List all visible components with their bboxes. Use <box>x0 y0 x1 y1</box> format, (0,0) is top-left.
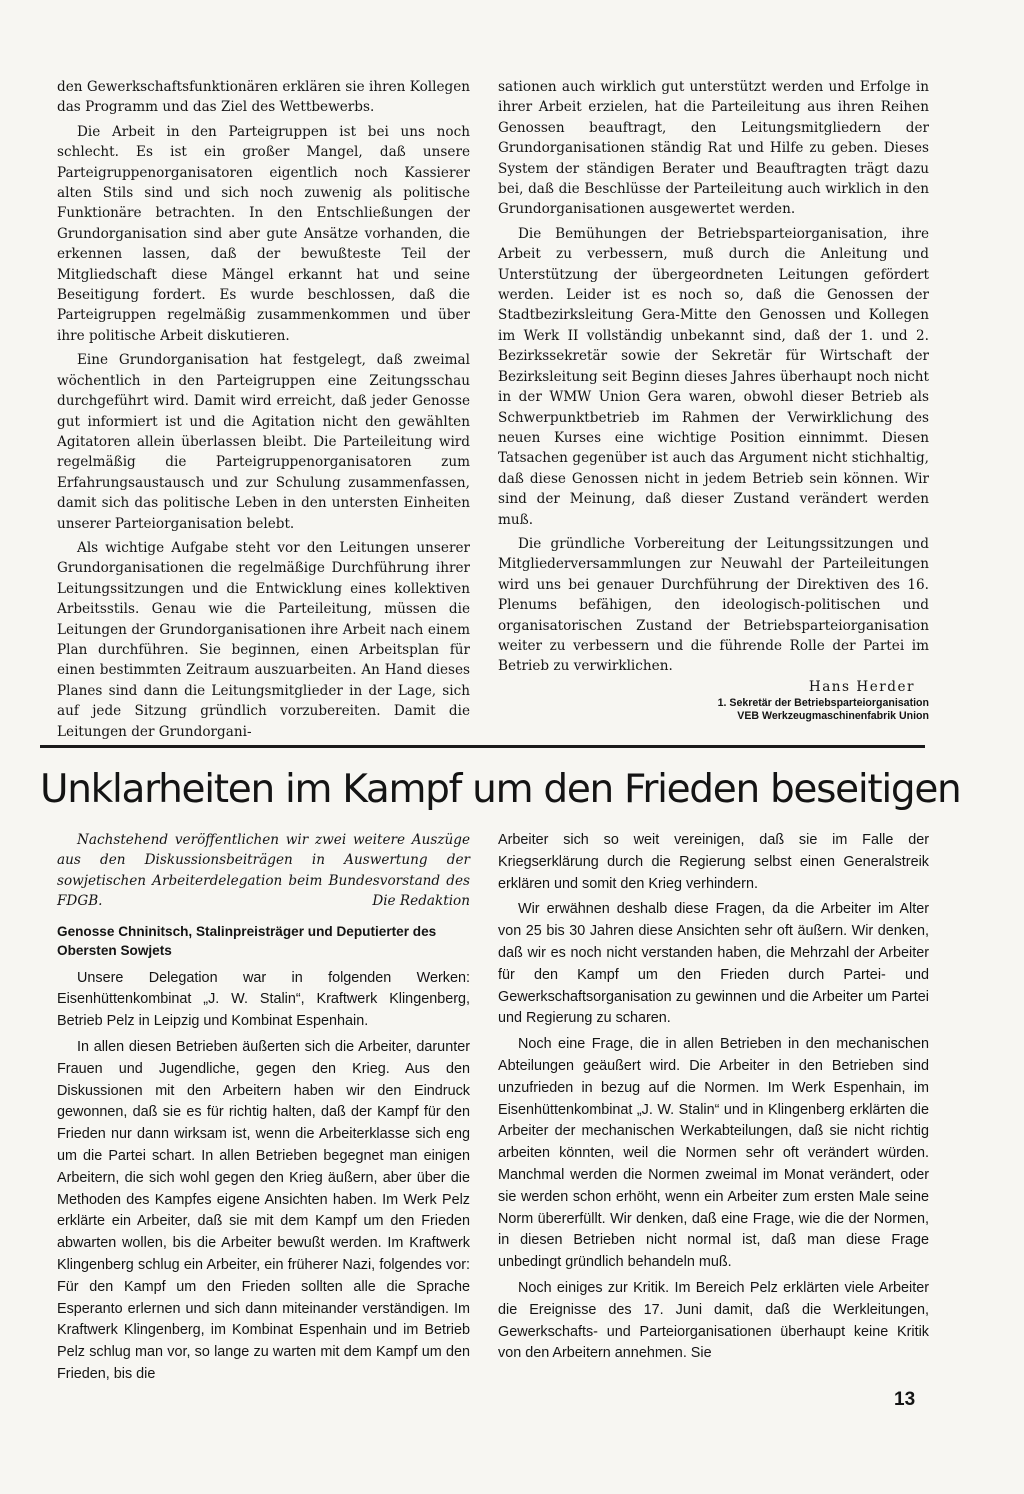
article2-paragraph: In allen diesen Betrieben äußerten sich die Arbeiter, darunter Frauen und Jugendliche, gegen den Krieg. Aus den Diskussionen mit den Arbeitern haben wir den Eindruck gewonnen, daß sie es für richtig halten, daß der Kampf für den Frieden nur dann wirksam ist, wenn die Arbeiterklasse sich eng um die Partei schart. In allen Betrieben begegnet man einigen Arbeitern, die sich wohl gegen den Krieg äußern, aber über die Methoden des Kampfes eigene Ansichten haben. Im Werk Pelz erklärte ein Arbeiter, daß sie mit dem Kampf um den Frieden abwarten wollen, bis die Arbeiter bewußt werden. Im Kraftwerk Klingenberg schlug ein Arbeiter, ein früherer Nazi, folgendes vor: Für den Kampf um den Frieden sollten alle die Sprache Esperanto erlernen und sich dann miteinander verständigen. Im Kraftwerk Klingenberg, im Kombinat Espenhain und im Betrieb Pelz schlug man vor, so lange zu warten mit dem Kampf um den Frieden, bis die <box>57 1039 470 1382</box>
article2-paragraph: Noch einiges zur Kritik. Im Bereich Pelz erklärten viele Arbeiter die Ereignisse des 17. Juni damit, daß die Werkleitungen, Gewerkschafts- und Parteiorganisationen überhaupt keine Kritik von den Arbeitern annehmen. Sie <box>498 1279 929 1362</box>
article1-paragraph: Die Bemühungen der Betriebsparteiorganisation, ihre Arbeit zu verbessern, muß durch die Anleitung und Unterstützung der übergeordneten Leitungen gefördert werden. Leider ist es noch so, daß die Genossen der Stadtbezirksleitung Gera-Mitte den Genossen und Kollegen im Werk II vollständig unbekannt sind, daß der 1. und 2. Bezirkssekretär sowie der Sekretär für Wirtschaft der Bezirksleitung seit Beginn dieses Jahres überhaupt noch nicht in der WMW Union Gera waren, obwohl dieser Betrieb als Schwerpunktbetrieb im Rahmen der Verwirklichung des neuen Kurses eine wichtige Position einnimmt. Diesen Tatsachen gegenüber ist auch das Argument nicht stichhaltig, daß diese Genossen nicht in jedem Betrieb sein können. Wir sind der Meinung, daß dieser Zustand verändert werden muß. <box>498 225 929 528</box>
editorial-intro: Nachstehend veröffentlichen wir zwei weitere Auszüge aus den Diskussionsbeiträgen in Auswertung der sowjetischen Arbeiterdelegation beim Bundesvorstand des FDGB. <box>57 832 470 910</box>
page-number: 13 <box>894 1389 916 1410</box>
author-role-line2: VEB Werkzeugmaschinenfabrik Union <box>737 709 929 722</box>
article2-left-column <box>57 830 470 1386</box>
article1-paragraph: den Gewerkschaftsfunktionären erklären sie ihren Kollegen das Programm und das Ziel des Wettbewerbs. <box>57 79 470 116</box>
article2-paragraph: Unsere Delegation war in folgenden Werken: Eisenhüttenkombinat „J. W. Stalin“, Kraftwerk Klingenberg, Betrieb Pelz in Leipzig und Kombinat Espenhain. <box>57 969 470 1030</box>
article1-paragraph: Eine Grundorganisation hat festgelegt, daß zweimal wöchentlich in den Parteigruppen eine Zeitungsschau durchgeführt wird. Damit wird erreicht, daß jeder Genosse gut informiert ist und die Agitation nicht den gewählten Agitatoren allein überlassen bleibt. Die Parteileitung wird regelmäßig die Parteigruppenorganisatoren zum Erfahrungsaustausch und zur Schulung zusammenfassen, damit sich das politische Leben in den untersten Einheiten unserer Parteiorganisation belebt. <box>57 352 470 532</box>
article1-left-column <box>57 77 470 742</box>
article1-paragraph: Die gründliche Vorbereitung der Leitungssitzungen und Mitgliederversammlungen zur Neuwahl der Parteileitungen wird uns bei genauer Durchführung der Direktiven des 16. Plenums befähigen, den ideologisch-politischen und organisatorischen Zustand der Betriebsparteiorganisation weiter zu verbessern und die führende Rolle der Partei im Betrieb zu verwirklichen. <box>498 535 929 675</box>
author-name: Hans Herder <box>808 678 915 695</box>
author-role-line1: 1. Sekretär der Betriebsparteiorganisation <box>717 696 929 709</box>
article2-headline: Unklarheiten im Kampf um den Frieden beseitigen <box>40 767 961 812</box>
speaker-heading: Genosse Chninitsch, Stalinpreisträger und Deputierter des Obersten Sowjets <box>57 923 437 958</box>
article2-paragraph: Noch eine Frage, die in allen Betrieben in den mechanischen Abteilungen geäußert wird. Die Arbeiter in den Betrieben sind unzufrieden in bezug auf die Normen. Im Werk Espenhain, im Eisenhüttenkombinat „J. W. Stalin“ und in Klingenberg erklärten die Arbeiter der mechanischen Werkabteilungen, daß sie nicht richtig arbeiten könnten, weil die Normen sehr oft verändert würden. Manchmal werden die Normen zweimal im Monat verändert, oder sie werden schon erhöht, wenn ein Arbeiter zum ersten Male seine Norm übererfüllt. Wir denken, daß eine Frage, wie die der Normen, in diesen Betrieben nicht normal ist, daß man diese Frage unbedingt gründlich behandeln muß. <box>498 1036 929 1271</box>
article2-right-column <box>498 830 929 1365</box>
article2-paragraph: Wir erwähnen deshalb diese Fragen, da die Arbeiter im Alter von 25 bis 30 Jahren diese Ansichten sehr oft äußern. Wir denken, daß wir es noch nicht verstanden haben, die Mehrzahl der Arbeiter für den Kampf um den Frieden durch Partei- und Gewerkschaftsorganisation zu gewinnen und die Arbeiter um Partei und Regierung zu scharen. <box>498 901 929 1027</box>
article2-paragraph: Arbeiter sich so weit vereinigen, daß sie im Falle der Kriegserklärung durch die Regierung selbst einen Generalstreik erklären und somit den Krieg verhindern. <box>498 832 929 892</box>
article1-paragraph: sationen auch wirklich gut unterstützt werden und Erfolge in ihrer Arbeit erzielen, hat die Parteileitung aus ihren Reihen Genossen beauftragt, den Leitungsmitgliedern der Grundorganisationen ständig Rat und Hilfe zu geben. Dieses System der ständigen Berater und Beauftragten trägt dazu bei, daß die Beschlüsse der Parteileitung auch wirklich in den Grundorganisationen ausgewertet werden. <box>498 79 929 218</box>
section-divider <box>40 745 925 748</box>
editorial-signature: Die Redaktion <box>372 893 470 910</box>
article1-paragraph: Als wichtige Aufgabe steht vor den Leitungen unserer Grundorganisationen die regelmäßige Durchführung ihrer Leitungssitzungen und die Entwicklung eines kollektiven Arbeitsstils. Genau wie die Parteileitung, müssen die Leitungen der Grundorganisationen ihre Arbeit nach einem Plan durchführen. Sie beginnen, einen Arbeitsplan für einen bestimmten Zeitraum auszuarbeiten. An Hand dieses Planes sind dann die Leitungsmitglieder in der Lage, sich auf jede Sitzung gründlich vorzubereiten. Damit die Leitungen der Grundorgani- <box>57 539 470 740</box>
article1-right-column <box>498 77 929 723</box>
article1-paragraph: Die Arbeit in den Parteigruppen ist bei uns noch schlecht. Es ist ein großer Mangel, daß unsere Parteigruppenorganisatoren eigentlich noch Kassierer alten Stils sind und sich noch zuwenig als politische Funktionäre betrachten. In den Entschließungen der Grundorganisation sind aber gute Ansätze vorhanden, die erkennen lassen, daß der bewußteste Teil der Mitgliedschaft diese Mängel erkannt hat und seine Beseitigung fordert. Es wurde beschlossen, daß die Parteigruppen regelmäßig zusammenkommen und über ihre politische Arbeit diskutieren. <box>57 123 470 344</box>
